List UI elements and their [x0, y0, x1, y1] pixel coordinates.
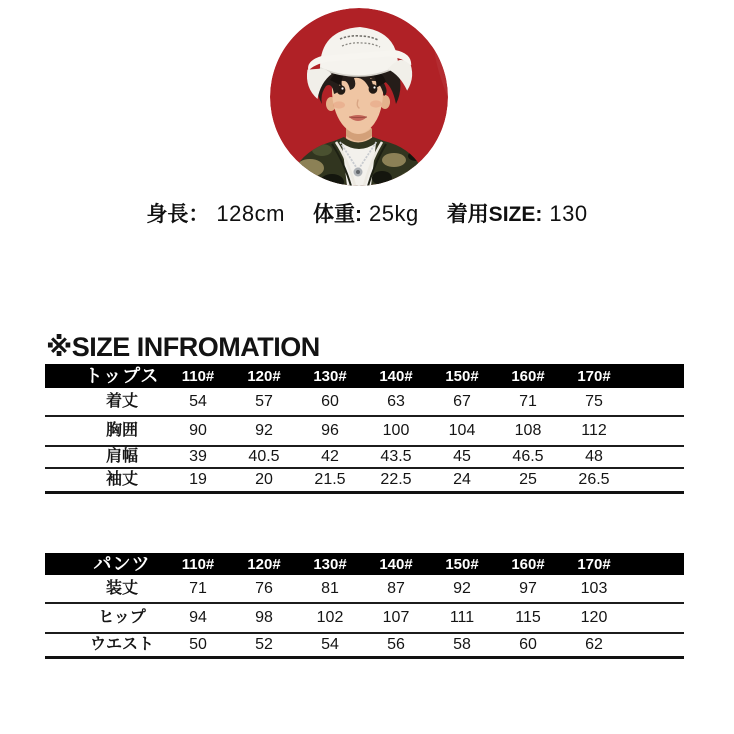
measurement-value: 60 — [321, 392, 339, 410]
measurement-value: 92 — [255, 422, 273, 439]
measurement-value: 52 — [255, 635, 273, 653]
row-spacer — [627, 388, 684, 416]
measurement-label: 装丈 — [105, 579, 138, 597]
measurement-row — [45, 575, 684, 603]
measurement-value: 120 — [580, 609, 608, 626]
measurement-row — [45, 388, 684, 416]
header-spacer — [627, 553, 684, 575]
measurement-label: 胸囲 — [105, 422, 138, 439]
stat-weight — [313, 198, 419, 228]
measurement-value: 46.5 — [512, 448, 544, 465]
measurement-value: 62 — [585, 635, 603, 653]
size-column-header: 150# — [445, 367, 479, 385]
measurement-row — [45, 446, 684, 468]
measurement-row — [45, 603, 684, 633]
measurement-value: 25 — [519, 470, 537, 488]
size-table-pants — [45, 553, 684, 659]
measurement-row — [45, 416, 684, 446]
measurement-label: ウエスト — [89, 635, 154, 653]
measurement-value: 104 — [448, 422, 476, 439]
size-column-header: 110# — [181, 555, 215, 573]
size-column-header: 170# — [577, 367, 611, 385]
measurement-value: 112 — [581, 422, 607, 439]
measurement-value: 103 — [580, 579, 608, 597]
row-spacer — [627, 416, 684, 446]
measurement-value: 20 — [255, 470, 273, 488]
stat-weight-label: 体重: — [312, 203, 362, 226]
stat-wearing-size — [447, 198, 588, 228]
size-table-tops — [45, 364, 684, 494]
row-spacer — [627, 633, 684, 657]
size-column-header: 170# — [577, 555, 611, 573]
measurement-value: 108 — [514, 422, 542, 439]
measurement-value: 43.5 — [380, 448, 412, 465]
measurement-value: 54 — [321, 635, 339, 653]
measurement-value: 90 — [189, 422, 207, 439]
model-photo — [270, 8, 448, 186]
measurement-value: 40.5 — [248, 448, 280, 465]
measurement-value: 107 — [382, 609, 410, 626]
measurement-value: 75 — [585, 392, 603, 410]
measurement-row — [45, 633, 684, 657]
measurement-value: 96 — [321, 422, 339, 439]
measurement-value: 98 — [255, 609, 273, 626]
stat-wearing-size-value: 130 — [549, 201, 588, 226]
measurement-label: 袖丈 — [105, 470, 138, 488]
size-column-header: 120# — [247, 367, 281, 385]
table-category-header: トップス — [84, 366, 160, 386]
measurement-value: 48 — [585, 448, 603, 465]
stat-wearing-size-label: 着用SIZE: — [446, 203, 543, 226]
size-column-header: 160# — [511, 555, 545, 573]
measurement-value: 22.5 — [380, 470, 412, 488]
measurement-row — [45, 468, 684, 492]
measurement-value: 71 — [519, 392, 537, 410]
measurement-label: 肩幅 — [105, 448, 138, 465]
measurement-label: 着丈 — [105, 392, 138, 410]
measurement-value: 115 — [515, 609, 541, 626]
measurement-value: 19 — [189, 470, 207, 488]
measurement-value: 58 — [453, 635, 471, 653]
measurement-value: 102 — [316, 609, 344, 626]
measurement-value: 63 — [387, 392, 405, 410]
stat-height-label: 身長： — [146, 203, 210, 226]
size-column-header: 150# — [445, 555, 479, 573]
measurement-value: 26.5 — [578, 470, 610, 488]
measurement-value: 39 — [189, 448, 207, 465]
stat-weight-value: 25kg — [368, 201, 419, 226]
row-spacer — [627, 468, 684, 492]
measurement-value: 21.5 — [314, 470, 346, 488]
measurement-value: 87 — [387, 579, 405, 597]
table-category-header: パンツ — [93, 554, 151, 574]
measurement-value: 71 — [189, 579, 207, 597]
size-column-header: 110# — [181, 367, 215, 385]
size-table-header-row — [45, 364, 684, 388]
measurement-value: 45 — [453, 448, 471, 465]
size-column-header: 140# — [379, 367, 413, 385]
size-column-header: 130# — [313, 367, 347, 385]
size-information-title: ※SIZE INFROMATION — [46, 332, 320, 362]
measurement-label: ヒップ — [98, 609, 146, 626]
size-column-header: 140# — [379, 555, 413, 573]
size-table-header-row — [45, 553, 684, 575]
measurement-value: 67 — [453, 392, 471, 410]
header-spacer — [627, 364, 684, 388]
size-column-header: 160# — [511, 367, 545, 385]
row-spacer — [627, 575, 684, 603]
measurement-value: 57 — [255, 392, 273, 410]
measurement-value: 111 — [449, 609, 475, 626]
measurement-value: 100 — [382, 422, 410, 439]
boy-model-illustration — [270, 8, 448, 186]
measurement-value: 97 — [519, 579, 537, 597]
measurement-value: 81 — [321, 579, 339, 597]
measurement-value: 60 — [519, 635, 537, 653]
measurement-value: 94 — [189, 609, 207, 626]
measurement-value: 76 — [255, 579, 273, 597]
size-column-header: 130# — [313, 555, 347, 573]
measurement-value: 56 — [387, 635, 405, 653]
measurement-value: 42 — [321, 448, 339, 465]
row-spacer — [627, 603, 684, 633]
size-column-header: 120# — [247, 555, 281, 573]
measurement-value: 92 — [453, 579, 471, 597]
stat-height-value: 128cm — [216, 201, 285, 226]
row-spacer — [627, 446, 684, 468]
measurement-value: 50 — [189, 635, 207, 653]
measurement-value: 24 — [453, 470, 471, 488]
model-stats — [0, 198, 734, 228]
measurement-value: 54 — [189, 392, 207, 410]
stat-height — [146, 198, 285, 228]
